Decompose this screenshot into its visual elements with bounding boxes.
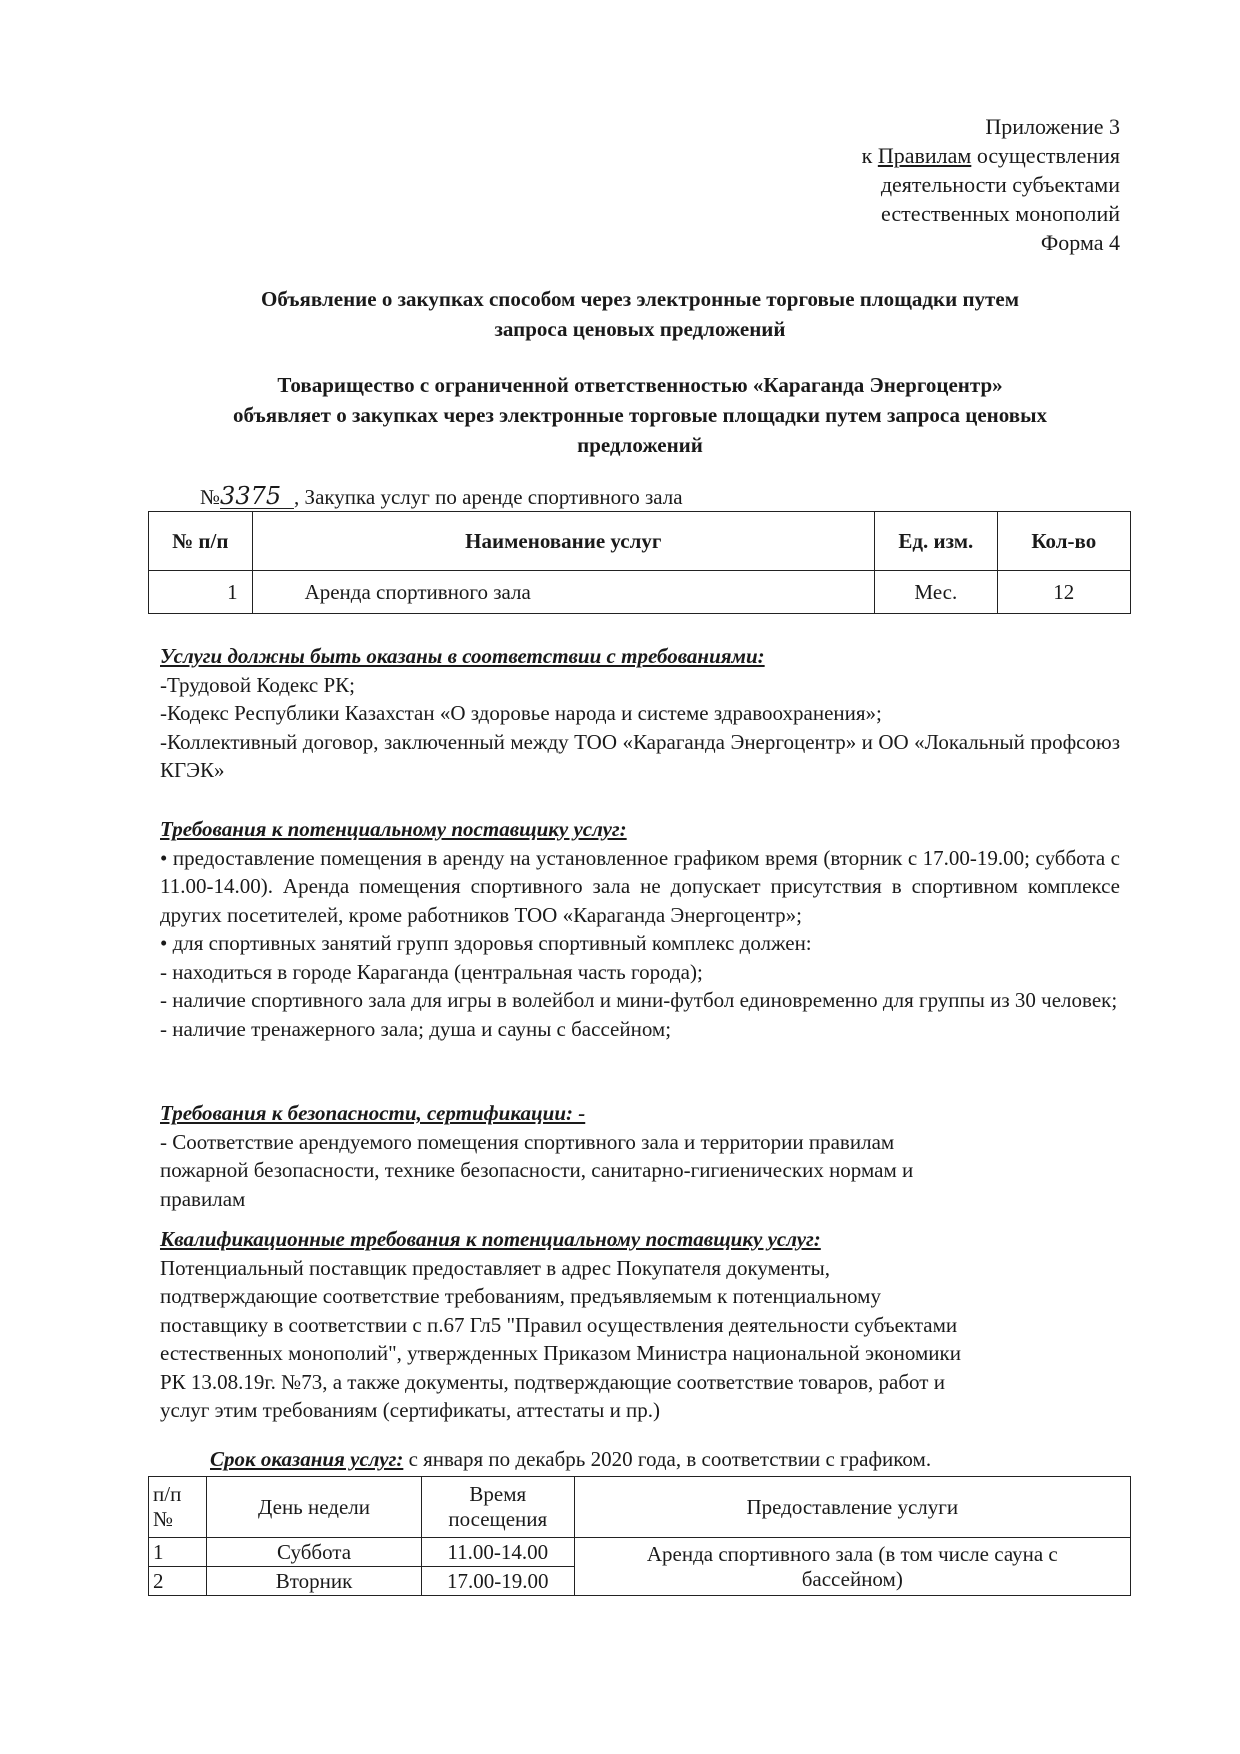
document-subtitle <box>150 370 1130 460</box>
text-line: правилам <box>160 1186 246 1211</box>
lot-description: , Закупка услуг по аренде спортивного зала <box>294 485 683 509</box>
schedule-table <box>148 1476 1131 1596</box>
list-item: - наличие спортивного зала для игры в волейбол и мини-футбол единовременно для группы из 30 человек; <box>160 988 1118 1012</box>
appendix-line: деятельности субъектами <box>880 172 1120 197</box>
section-heading: Требования к потенциальному поставщику услуг: <box>160 817 627 841</box>
list-item: - наличие тренажерного зала; душа и сауны с бассейном; <box>160 1016 672 1041</box>
lot-number: 3375 <box>220 484 294 509</box>
lot-prefix: № <box>200 485 221 509</box>
cell-time: 11.00-14.00 <box>422 1538 575 1567</box>
cell-service <box>574 1538 1130 1596</box>
list-item: -Трудовой Кодекс РК; <box>160 672 355 697</box>
deadline-line <box>210 1447 931 1472</box>
header-service: Предоставление услуги <box>574 1477 1130 1538</box>
lot-line <box>200 484 683 510</box>
header-unit: Ед. изм. <box>875 512 998 571</box>
list-item: - находиться в городе Караганда (центральная часть города); <box>160 959 703 984</box>
subtitle-line: предложений <box>577 433 703 457</box>
subtitle-line: объявляет о закупках через электронные торговые площадки путем запроса ценовых <box>233 403 1047 427</box>
text-line: Потенциальный поставщик предоставляет в адрес Покупателя документы, <box>160 1255 830 1280</box>
compliance-section <box>160 642 1120 785</box>
appendix-suffix: осуществления <box>971 143 1120 168</box>
table-header-row <box>149 512 1131 571</box>
table-row <box>149 571 1131 614</box>
cell-day: Вторник <box>207 1567 422 1596</box>
service-text: Аренда спортивного зала (в том числе сауна с <box>646 1541 1058 1566</box>
text-line: РК 13.08.19г. №73, а также документы, подтверждающие соответствие товаров, работ и <box>160 1369 945 1394</box>
cell-name: Аренда спортивного зала <box>252 571 874 614</box>
safety-section <box>160 1099 1120 1213</box>
list-item: -Кодекс Республики Казахстан «О здоровье народа и системе здравоохранения»; <box>160 701 882 725</box>
header-number: № п/п <box>149 512 253 571</box>
header-day: День недели <box>207 1477 422 1538</box>
cell-number: 1 <box>149 571 253 614</box>
section-heading: Квалификационные требования к потенциальному поставщику услуг: <box>160 1227 821 1251</box>
header-text: Время <box>469 1482 527 1506</box>
document-title <box>150 284 1130 344</box>
deadline-text: с января по декабрь 2020 года, в соответствии с графиком. <box>403 1447 932 1471</box>
cell-unit: Мес. <box>875 571 998 614</box>
header-number <box>149 1477 207 1538</box>
appendix-line <box>862 141 1120 170</box>
rules-link[interactable]: Правилам <box>877 143 972 168</box>
appendix-block <box>862 112 1120 257</box>
appendix-line: естественных монополий <box>881 201 1120 226</box>
header-quantity: Кол-во <box>997 512 1130 571</box>
text-line: пожарной безопасности, технике безопасности, санитарно-гигиенических нормам и <box>160 1158 914 1182</box>
cell-number: 1 <box>149 1538 207 1567</box>
text-line: поставщику в соответствии с п.67 Гл5 "Правил осуществления деятельности субъектами <box>160 1312 958 1337</box>
appendix-line: Приложение 3 <box>985 114 1120 139</box>
list-item: • для спортивных занятий групп здоровья спортивный комплекс должен: <box>160 931 812 955</box>
text-line: естественных монополий", утвержденных Приказом Министра национальной экономики <box>160 1341 961 1365</box>
services-table <box>148 511 1131 614</box>
list-item: -Коллективный договор, заключенный между ТОО «Караганда Энергоцентр» и ОО «Локальный профсоюз КГЭК» <box>160 729 1120 782</box>
service-text: бассейном) <box>801 1566 903 1591</box>
text-line: - Соответствие арендуемого помещения спортивного зала и территории правилам <box>160 1129 895 1154</box>
list-item: • предоставление помещения в аренду на установленное графиком время (вторник с 17.00-19.00; суббота с 11.00-14.00). Аренда помещения спортивного зала не допускает присутствия в спортивном комплексе других посетителей, кроме работников ТОО «Караганда Энергоцентр»; <box>160 845 1120 927</box>
table-header-row <box>149 1477 1131 1538</box>
appendix-prefix: к <box>861 143 878 168</box>
text-line: подтверждающие соответствие требованиям, предъявляемым к потенциальному <box>160 1284 881 1308</box>
cell-quantity: 12 <box>997 571 1130 614</box>
title-line: Объявление о закупках способом через электронные торговые площадки путем <box>261 287 1019 311</box>
section-heading: Услуги должны быть оказаны в соответствии с требованиями: <box>160 644 765 668</box>
title-line: запроса ценовых предложений <box>494 317 786 341</box>
form-number: Форма 4 <box>1040 230 1120 255</box>
cell-day: Суббота <box>207 1538 422 1567</box>
text-line: услуг этим требованиям (сертификаты, аттестаты и пр.) <box>160 1398 661 1422</box>
cell-number: 2 <box>149 1567 207 1596</box>
header-text: п/п <box>153 1482 182 1506</box>
header-name: Наименование услуг <box>252 512 874 571</box>
header-text: посещения <box>448 1507 548 1531</box>
qualification-section <box>160 1225 1120 1425</box>
section-heading: Требования к безопасности, сертификации: - <box>160 1101 586 1125</box>
supplier-requirements-section <box>160 815 1120 1043</box>
subtitle-line: Товарищество с ограниченной ответственностью «Караганда Энергоцентр» <box>277 373 1003 397</box>
cell-time: 17.00-19.00 <box>422 1567 575 1596</box>
deadline-label: Срок оказания услуг: <box>210 1447 404 1471</box>
header-text: № <box>153 1507 174 1531</box>
table-row <box>149 1538 1131 1567</box>
header-time <box>422 1477 575 1538</box>
